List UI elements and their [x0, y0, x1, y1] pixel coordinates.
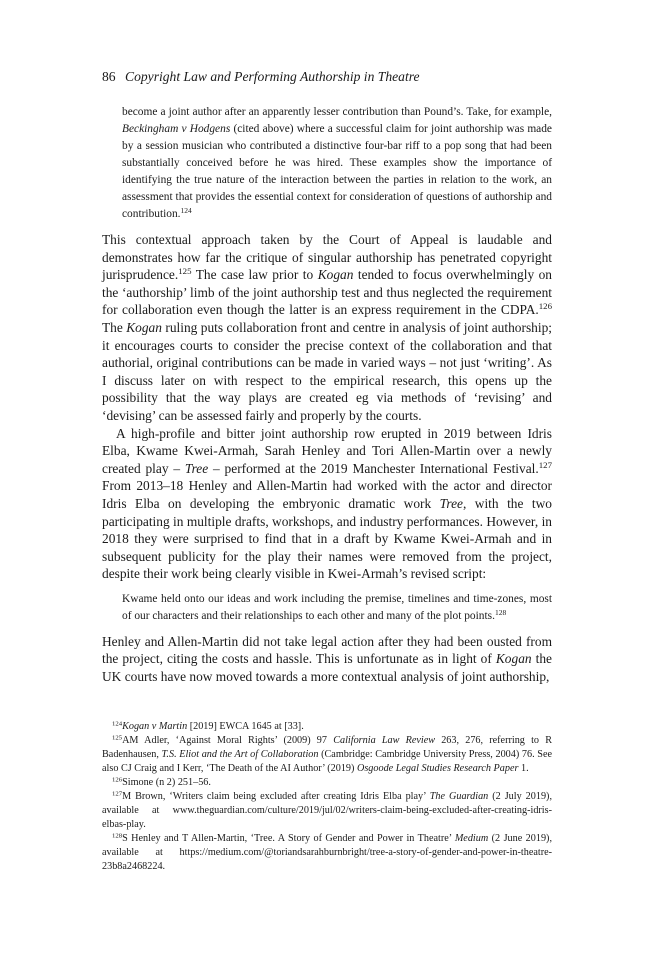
paragraph [102, 425, 552, 583]
text-run: The case law prior to [191, 267, 318, 283]
text-run: Simone (n 2) 251–56. [122, 777, 211, 788]
footnote-ref[interactable]: 128 [494, 607, 507, 617]
text-run: A high-profile and bitter joint authorship row erupted in 2019 between Idris Elba, Kwame Kwei-Armah, Sarah Henley and Tori Allen-Martin over a newly created play – [102, 425, 552, 476]
text-run: 263, 276, referring to R Badenhausen, [102, 735, 552, 760]
text-run: This contextual approach taken by the Court of Appeal is laudable and demonstrates how far the critique of singular authorship has penetrated copyright jurisprudence. [102, 232, 552, 283]
play-title: Tree [184, 460, 209, 476]
case-name: Kogan [126, 319, 162, 335]
paragraph [102, 231, 552, 425]
journal-title: Osgoode Legal Studies Research Paper [356, 763, 519, 774]
book-title: T.S. Eliot and the Art of Collaboration [161, 749, 319, 760]
text-run: (Cambridge: Cambridge University Press, 2004) 76. See also CJ Craig and I Kerr, ‘The Death of the AI Author’ (2019) [102, 749, 552, 774]
text-run: , with the two participating in multiple drafts, workshops, and industry performances. However, in 2018 they were surprised to find that in a draft by Kwame Kwei-Armah and in subsequent publicity for the play their names were removed from the project, despite their work being clearly visible in Kwei-Armah’s revised script: [102, 495, 552, 582]
case-name: Kogan [495, 651, 532, 667]
journal-title: California Law Review [333, 735, 436, 746]
case-name: Beckingham v Hodgens [122, 123, 231, 135]
paragraph [102, 633, 552, 686]
text-run: become a joint author after an apparently lesser contribution than Pound’s. Take, for example, [122, 106, 552, 118]
text-run: S Henley and T Allen-Martin, ‘Tree. A Story of Gender and Power in Theatre’ [122, 833, 455, 844]
page-number: 86 [102, 69, 116, 84]
footnote-ref[interactable]: 126 [538, 301, 552, 312]
footnote-number: 128 [112, 832, 123, 840]
footnote-127 [102, 790, 552, 832]
body-text [102, 231, 552, 686]
footnote-125 [102, 734, 552, 776]
text-run: M Brown, ‘Writers claim being excluded after creating Idris Elba play’ [122, 791, 430, 802]
footnote-ref[interactable]: 127 [538, 459, 552, 470]
text-run: AM Adler, ‘Against Moral Rights’ (2009) 97 [122, 735, 334, 746]
case-name: Kogan [317, 267, 354, 283]
footnote-124 [102, 720, 552, 734]
footnote-ref[interactable]: 125 [178, 266, 192, 277]
text-run: ruling puts collaboration front and centre in analysis of joint authorship; it encourages courts to consider the precise context of the collaboration and that authorial, original contributions can be made in varied ways – not just ‘writing’. As I discuss later on with respect to the empirical research, this opens up the possibility that the way plays are created eg via methods of ‘revising’ and ‘devising’ can be assessed fairly and properly by the courts. [102, 319, 552, 423]
text-run: (cited above) where a successful claim for joint authorship was made by a session musician who contributed a distinctive four-bar riff to a pop song that had been substantially conceived before he was hired. These examples show the importance of identifying the true nature of the interaction between the parties in relation to the work, an assessment that provides the essential context for consideration of questions of authorship and contribution. [122, 123, 552, 220]
block-quote-continued [122, 104, 552, 223]
text-run: 1. [518, 763, 529, 774]
text-run: tended to focus overwhelmingly on the ‘authorship’ limb of the joint authorship test and thus neglected the requirement for collaboration even though the latter is an express requirement in the CDPA. [102, 267, 553, 318]
text-run: the UK courts have now moved towards a more contextual analysis of joint authorship, [102, 651, 552, 685]
running-header [102, 68, 552, 86]
footnote-number: 124 [112, 720, 123, 728]
journal-title: Medium [454, 833, 489, 844]
text-run: [2019] EWCA 1645 at [33]. [187, 721, 304, 732]
footnote-ref[interactable]: 124 [180, 205, 192, 215]
running-title: Copyright Law and Performing Authorship in Theatre [125, 69, 420, 84]
footnote-number: 126 [112, 776, 123, 784]
text-run: Kwame held onto our ideas and work including the premise, timelines and time-zones, most of our characters and their relationships to each other and many of the plot points. [122, 592, 552, 622]
text-run: (2 June 2019), available at https://medium.com/@toriandsarahburnbright/tree-a-story-of-gender-and-power-in-theatre-23b8a2468224. [102, 833, 552, 872]
text-run: The [102, 319, 127, 335]
text-run: From 2013–18 Henley and Allen-Martin had worked with the actor and director Idris Elba on developing the embryonic dramatic work [102, 478, 552, 511]
case-name: Kogan v Martin [122, 721, 188, 732]
footnote-126 [102, 776, 552, 790]
footnote-number: 127 [112, 790, 123, 798]
text-run: (2 July 2019), available at www.theguardian.com/culture/2019/jul/02/writers-claim-being-excluded-after-creating-idris-elbas-play. [102, 791, 552, 830]
text-run: – performed at the 2019 Manchester International Festival. [208, 460, 539, 476]
footnote-number: 125 [112, 734, 123, 742]
journal-title: The Guardian [429, 791, 489, 802]
footnote-128 [102, 832, 552, 874]
text-run: Henley and Allen-Martin did not take legal action after they had been ousted from the project, citing the costs and hassle. This is unfortunate as in light of [102, 633, 552, 667]
block-quote [122, 591, 552, 625]
play-title: Tree [439, 495, 463, 511]
footnotes [102, 720, 552, 874]
